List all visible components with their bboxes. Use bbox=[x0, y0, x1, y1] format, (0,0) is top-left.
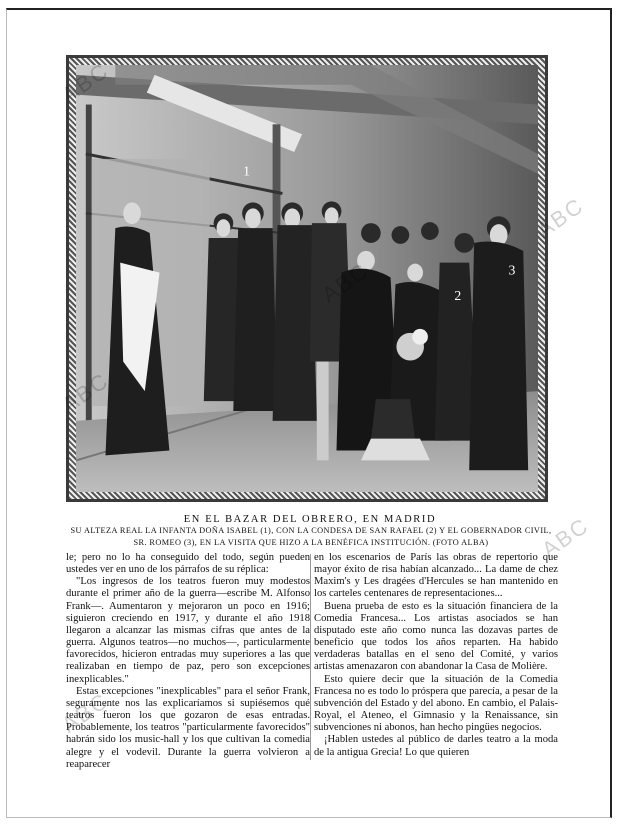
article-left-column bbox=[66, 552, 310, 771]
caption-body bbox=[64, 525, 558, 549]
photograph-bazar-del-obrero bbox=[76, 65, 538, 492]
photo-frame bbox=[66, 55, 548, 502]
paragraph: le; pero no lo ha conseguido del todo, según pueden ustedes ver en uno de los párrafos de su réplica: bbox=[66, 552, 310, 576]
paragraph: Esto quiere decir que la situación de la Comedia Francesa no es todo lo próspera que parecía, a pesar de la subvención del Estado y del abono. En cambio, el Palais-Royal, el Ateneo, el Gimnasio y la Renaissance, sin subvenciones ni abonos, han hecho pingües negocios. bbox=[314, 673, 558, 734]
article-right-column bbox=[314, 552, 558, 759]
photo-marker-2: 2 bbox=[454, 288, 462, 304]
paragraph: "Los ingresos de los teatros fueron muy modestos durante el primer año de la guerra—escribe M. Alfonso Frank—. Aumentaron y mejoraron un poco en 1916; siguieron creciendo en 1917, y durante el año 1918 llegaron a alcanzar las mismas cifras que antes de la guerra. Algunos teatros—no muchos—, particularmente favorecidos, hicieron entradas muy superiores a las que realizaban en tiempo de paz, pero son excepciones inexplicables." bbox=[66, 576, 310, 685]
watermark-text: ABC bbox=[532, 192, 589, 243]
caption-title: EN EL BAZAR DEL OBRERO, EN MADRID bbox=[183, 514, 437, 525]
photo-marker-1: 1 bbox=[243, 163, 250, 179]
paragraph: Buena prueba de esto es la situación financiera de la Comedia Francesa... Los artistas asociados se han disputado este año como nunca las dozavas partes de beneficio que todos los años reparten. Ha habido verdaderas batallas en el seno del Comité, y varios artistas amenazaron con abandonar la Casa de Molière. bbox=[314, 600, 558, 673]
watermark-text: ABC bbox=[537, 512, 594, 563]
caption-line-1: SU ALTEZA REAL LA INFANTA DOÑA ISABEL (1), CON LA CONDESA DE SAN RAFAEL (2) Y EL GOBERNADOR CIVIL, bbox=[70, 526, 552, 535]
watermark-text: ABC bbox=[57, 687, 114, 738]
photo-illustration bbox=[76, 65, 538, 492]
paragraph: ¡Hablen ustedes al público de darles teatro a la moda de la antigua Grecia! Lo que quieren bbox=[314, 734, 558, 758]
caption-line-2: SR. ROMEO (3), EN LA VISITA QUE HIZO A LA BENÉFICA INSTITUCIÓN. (FOTO ALBA) bbox=[133, 538, 489, 547]
paragraph: en los escenarios de París las obras de repertorio que mayor éxito de risa habían alcanzado... La dame de chez Maxim's y Les dragées d'Hercules se han mantenido en los carteles centenares de representaciones... bbox=[314, 552, 558, 600]
paragraph: Estas excepciones "inexplicables" para el señor Frank, seguramente nos las explicaríamos si supiésemos qué teatros fueron los que gozaron de esas entradas. Probablemente, los teatros "particularmente favorecidos" habrán sido los music-hall y los que cultivan la comedia alegre y el vodevil. Durante la guerra volvieron a reaparecer bbox=[66, 685, 310, 770]
photo-marker-3: 3 bbox=[508, 262, 516, 278]
column-divider bbox=[310, 554, 311, 760]
